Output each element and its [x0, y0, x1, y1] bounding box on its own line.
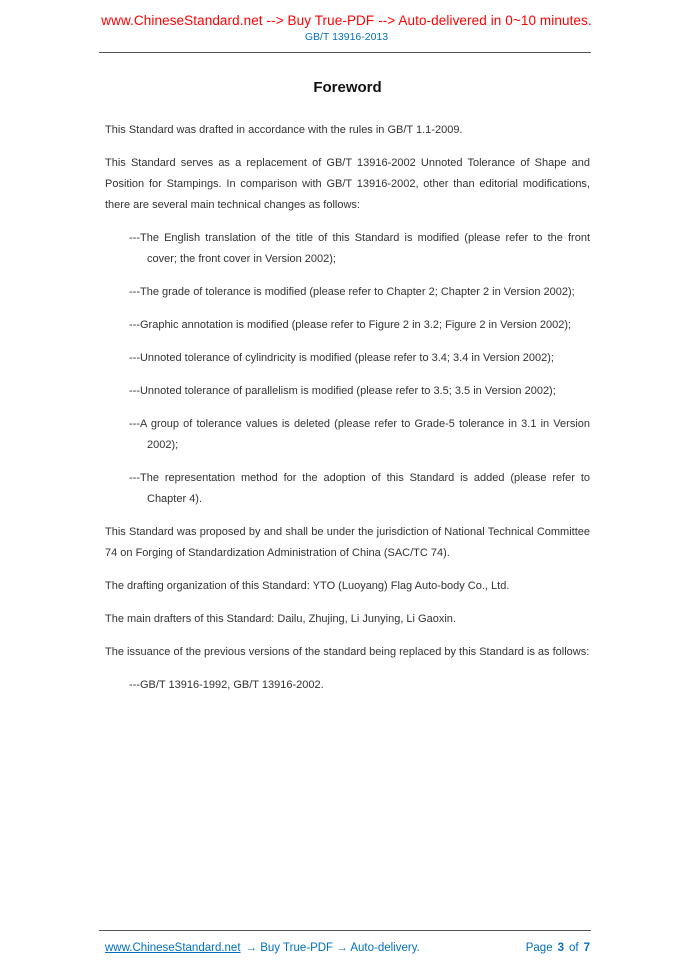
change-item-representation-method: ---The representation method for the adoption of this Standard is added (please refer to Chapter 4). [129, 472, 590, 505]
paragraph-drafting-org: The drafting organization of this Standard: YTO (Luoyang) Flag Auto-body Co., Ltd. [105, 580, 510, 592]
paragraph-jurisdiction: This Standard was proposed by and shall be under the jurisdiction of National Technical Committee 74 on Forging of Standardization Administration of China (SAC/TC 74). [105, 526, 590, 559]
change-item-graphic-annotation: ---Graphic annotation is modified (please refer to Figure 2 in 3.2; Figure 2 in Version 2002); [129, 319, 572, 331]
paragraph-drafted: This Standard was drafted in accordance with the rules in GB/T 1.1-2009. [105, 124, 463, 136]
footer-row [105, 942, 590, 954]
footer-promo-text: → Buy True-PDF → Auto-delivery. [245, 942, 420, 954]
page-label: Page [525, 942, 553, 954]
change-item-parallelism: ---Unnoted tolerance of parallelism is modified (please refer to 3.5; 3.5 in Version 2002); [129, 385, 556, 397]
page-footer [0, 930, 693, 980]
footer-promo [105, 942, 420, 954]
paragraph-main-drafters: The main drafters of this Standard: Dailu, Zhujing, Li Junying, Li Gaoxin. [105, 613, 456, 625]
page-header [0, 0, 693, 53]
change-item-title-translation: ---The English translation of the title of this Standard is modified (please refer to the front cover; the front cover in Version 2002); [129, 232, 590, 265]
doc-number: GB/T 13916-2013 [304, 31, 389, 43]
document-body [105, 79, 590, 696]
change-item-tolerance-grade: ---The grade of tolerance is modified (please refer to Chapter 2; Chapter 2 in Version 2002); [129, 286, 575, 298]
page-of-label: of [569, 942, 579, 954]
paragraph-issuance: The issuance of the previous versions of the standard being replaced by this Standard is as follows: [105, 646, 590, 658]
footer-rule [99, 930, 591, 931]
paragraph-replacement: This Standard serves as a replacement of GB/T 13916-2002 Unnoted Tolerance of Shape and Position for Stampings. In comparison with GB/T 13916-2002, other than editorial modifications, there are several main technical changes as follows: [105, 157, 590, 211]
page-indicator [526, 942, 590, 954]
header-rule [99, 52, 591, 53]
page-current-number: 3 [557, 942, 564, 954]
change-item-cylindricity: ---Unnoted tolerance of cylindricity is modified (please refer to 3.4; 3.4 in Version 2002); [129, 352, 554, 364]
header-promo: www.ChineseStandard.net --> Buy True-PDF --> Auto-delivered in 0~10 minutes. [101, 13, 592, 28]
previous-versions-item: ---GB/T 13916-1992, GB/T 13916-2002. [129, 679, 324, 691]
change-item-values-deleted: ---A group of tolerance values is deleted (please refer to Grade-5 tolerance in 3.1 in Version 2002); [129, 418, 590, 451]
foreword-title: Foreword [313, 79, 382, 96]
footer-site-link[interactable]: www.ChineseStandard.net [105, 942, 241, 954]
page-total-number: 7 [583, 942, 590, 954]
